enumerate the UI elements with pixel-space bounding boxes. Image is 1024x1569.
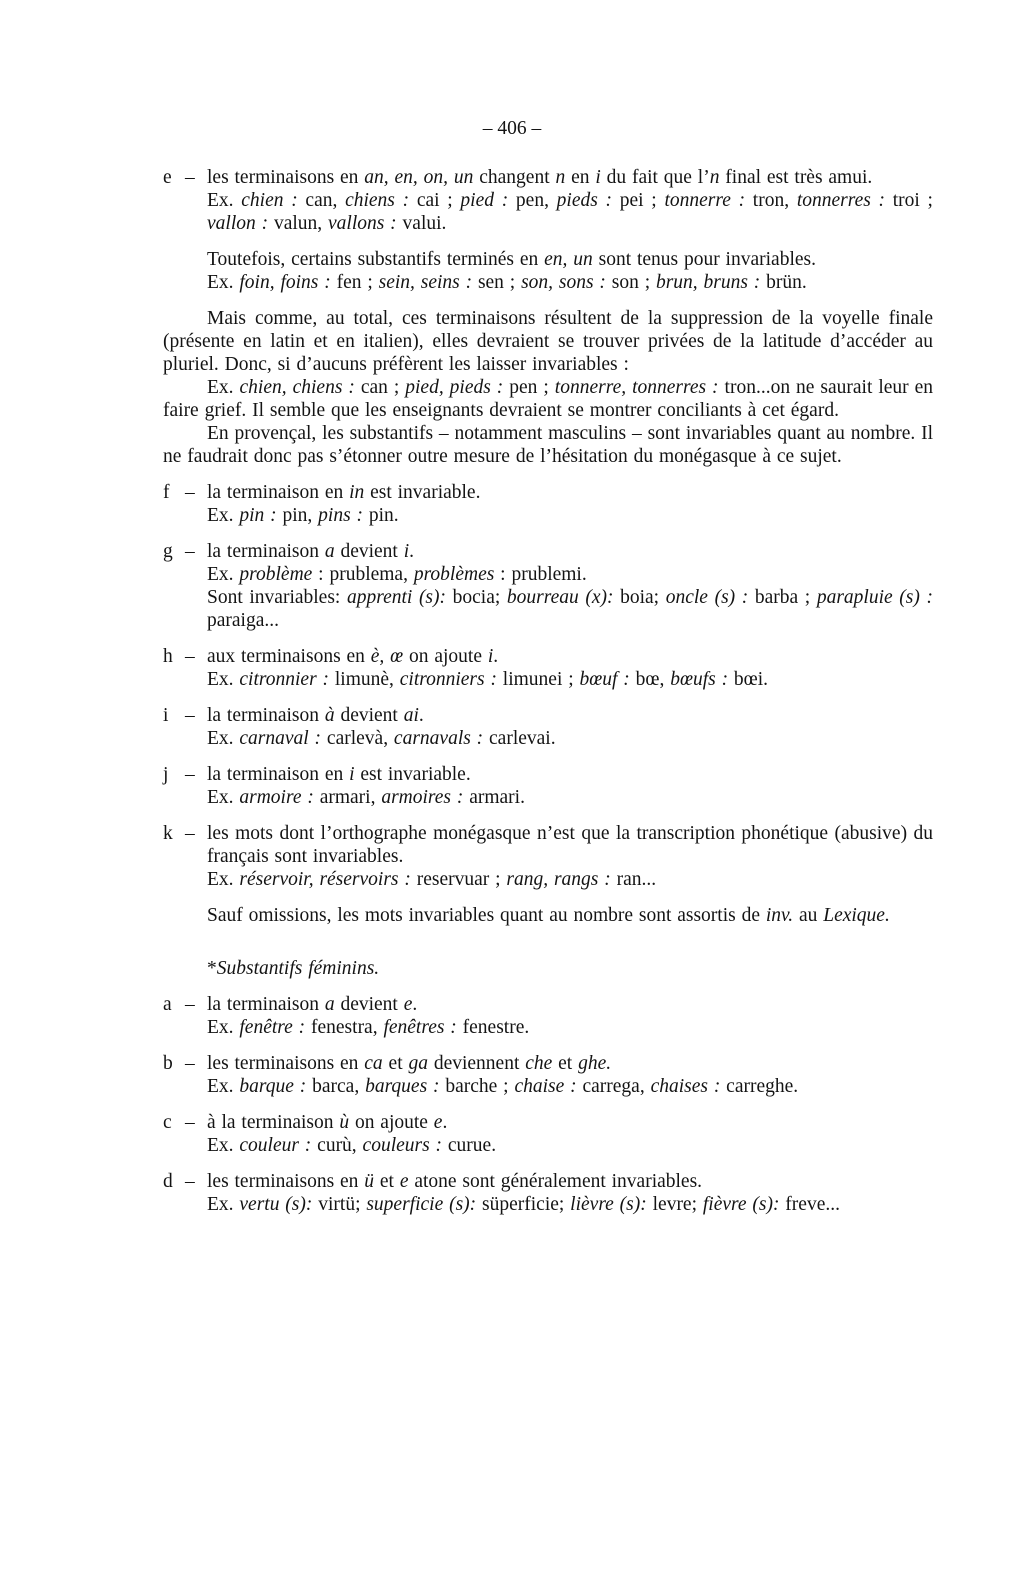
section-heading: *Substantifs féminins. [207, 958, 380, 979]
item-marker [163, 540, 207, 563]
item-marker [163, 822, 207, 845]
paragraph: Ex. chien : can, chiens : cai ; pied : pen, pieds : pei ; tonnerre : tron, tonnerres : troi ; vallon : valun, vallons : valui. [207, 190, 933, 234]
list-item-e [163, 166, 933, 235]
paragraph: Toutefois, certains substantifs terminés en en, un sont tenus pour invariables. [207, 249, 816, 270]
paragraph: Ex. fenêtre : fenestra, fenêtres : fenestre. [207, 1017, 530, 1038]
list-item-d [163, 1170, 933, 1216]
item-letter: d [163, 1171, 173, 1192]
item-letter: e [163, 167, 172, 188]
paragraph: Sauf omissions, les mots invariables quant au nombre sont assortis de inv. au Lexique. [207, 905, 890, 926]
item-dash: – [185, 1171, 195, 1192]
paragraph: Ex. couleur : curù, couleurs : curue. [207, 1135, 497, 1156]
item-dash: – [185, 823, 195, 844]
paragraph: la terminaison à devient ai. [207, 705, 424, 726]
list-item-j [163, 763, 933, 809]
paragraph: Mais comme, au total, ces terminaisons résultent de la suppression de la voyelle finale (présente en latin et en italien), elles devraient se trouver privées de la latitude d’accéder au pluriel. Donc, si d’aucuns préfèrent les laisser invariables : [163, 308, 933, 375]
item-letter: j [163, 764, 169, 785]
item-dash: – [185, 167, 195, 188]
item-dash: – [185, 764, 195, 785]
item-marker [163, 166, 207, 189]
paragraph: aux terminaisons en è, œ on ajoute i. [207, 646, 499, 667]
paragraph-block [163, 248, 933, 294]
paragraph: à la terminaison ù on ajoute e. [207, 1112, 448, 1133]
item-marker [163, 704, 207, 727]
paragraph: la terminaison a devient e. [207, 994, 418, 1015]
paragraph: Ex. chien, chiens : can ; pied, pieds : pen ; tonnerre, tonnerres : tron...on ne saurait leur en faire grief. Il semble que les enseignants devraient se montrer conciliants à cet égard. [163, 377, 934, 421]
list-item-i [163, 704, 933, 750]
item-letter: g [163, 541, 173, 562]
item-dash: – [185, 705, 195, 726]
paragraph: Ex. carnaval : carlevà, carnavals : carlevai. [207, 728, 556, 749]
item-letter: b [163, 1053, 173, 1074]
paragraph: les terminaisons en ca et ga deviennent che et ghe. [207, 1053, 612, 1074]
paragraph-block [163, 904, 933, 927]
paragraph: Ex. réservoir, réservoirs : reservuar ; rang, rangs : ran... [207, 869, 657, 890]
item-dash: – [185, 1053, 195, 1074]
list-item-a [163, 993, 933, 1039]
item-marker [163, 1052, 207, 1075]
paragraph: la terminaison en in est invariable. [207, 482, 481, 503]
paragraph: les terminaisons en ü et e atone sont généralement invariables. [207, 1171, 703, 1192]
paragraph: la terminaison a devient i. [207, 541, 414, 562]
item-letter: a [163, 994, 172, 1015]
paragraph: Ex. vertu (s): virtü; superficie (s): süperficie; lièvre (s): levre; fièvre (s): freve... [207, 1194, 840, 1215]
item-marker [163, 481, 207, 504]
paragraph: Ex. problème : prublema, problèmes : prublemi. [207, 564, 587, 585]
item-dash: – [185, 1112, 195, 1133]
item-letter: h [163, 646, 173, 667]
paragraph: la terminaison en i est invariable. [207, 764, 471, 785]
item-letter: k [163, 823, 173, 844]
paragraph: Ex. pin : pin, pins : pin. [207, 505, 399, 526]
item-marker [163, 763, 207, 786]
paragraph: les mots dont l’orthographe monégasque n’est que la transcription phonétique (abusive) du français sont invariables. [207, 823, 933, 867]
list-item-c [163, 1111, 933, 1157]
item-dash: – [185, 994, 195, 1015]
item-marker [163, 993, 207, 1016]
item-dash: – [185, 482, 195, 503]
list-item-h [163, 645, 933, 691]
item-marker [163, 645, 207, 668]
page-body [163, 166, 933, 1216]
page-number: – 406 – [482, 118, 542, 139]
item-letter: c [163, 1112, 172, 1133]
paragraph: En provençal, les substantifs – notamment masculins – sont invariables quant au nombre. Il ne faudrait donc pas s’étonner outre mesure de l’hésitation du monégasque à ce sujet. [163, 423, 933, 467]
list-item-f [163, 481, 933, 527]
item-dash: – [185, 646, 195, 667]
item-letter: f [163, 482, 170, 503]
list-item-k [163, 822, 933, 891]
paragraph-block [163, 307, 933, 468]
paragraph: les terminaisons en an, en, on, un changent n en i du fait que l’n final est très amui. [207, 167, 873, 188]
item-dash: – [185, 541, 195, 562]
item-marker [163, 1170, 207, 1193]
paragraph: Ex. barque : barca, barques : barche ; chaise : carrega, chaises : carreghe. [207, 1076, 799, 1097]
list-item-g [163, 540, 933, 632]
paragraph: Ex. citronnier : limunè, citronniers : limunei ; bœuf : bœ, bœufs : bœi. [207, 669, 769, 690]
list-item-b [163, 1052, 933, 1098]
item-letter: i [163, 705, 169, 726]
paragraph: Ex. foin, foins : fen ; sein, seins : sen ; son, sons : son ; brun, bruns : brün. [207, 272, 807, 293]
paragraph: Ex. armoire : armari, armoires : armari. [207, 787, 525, 808]
paragraph: Sont invariables: apprenti (s): bocia; bourreau (x): boia; oncle (s) : barba ; parapluie (s) : paraiga... [207, 587, 933, 631]
item-marker [163, 1111, 207, 1134]
